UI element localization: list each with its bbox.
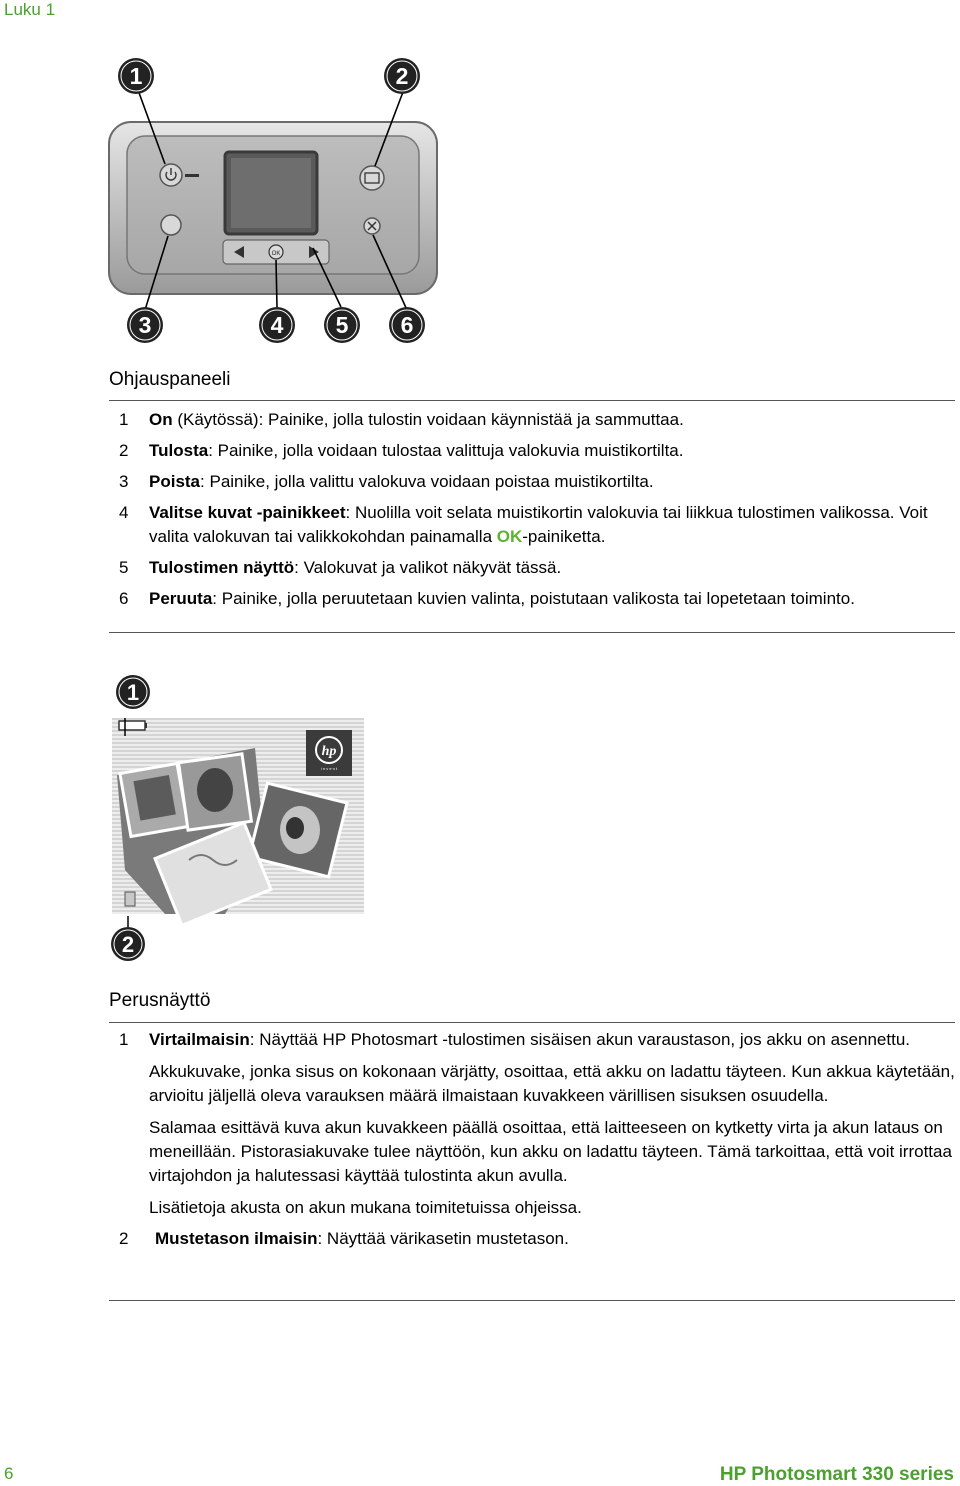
svg-text:3: 3 [138,312,152,338]
page-number: 6 [4,1464,14,1483]
battery-icon [119,721,145,730]
callout-1 [118,58,154,94]
table-bottom-rule [109,1300,955,1301]
table-bottom-rule [109,632,955,633]
section-title-control-panel: Ohjauspaneeli [109,369,231,390]
control-panel-table [109,408,955,618]
idle-screen-figure [105,670,370,970]
svg-text:6: 6 [400,312,414,338]
callout-2 [384,58,420,94]
footer-product-title: HP Photosmart 330 series [719,1464,954,1485]
print-button [360,166,384,190]
table-row: 6 Peruuta: Painike, jolla peruutetaan kuvien valinta, poistutaan valikosta tai lopetetaan toiminto. [119,589,855,608]
control-panel-figure [105,52,440,347]
svg-text:2: 2 [395,63,409,89]
svg-text:5: 5 [335,312,349,338]
chapter-header: Luku 1 [4,0,56,19]
svg-text:4: 4 [270,312,284,338]
idle-screen-table [109,1028,955,1258]
ink-level-icon [125,892,135,906]
ok-button-label: OK [271,251,281,257]
ok-label: OK [496,527,523,546]
callout-idle-1 [116,675,150,709]
svg-text:1: 1 [126,680,140,705]
svg-text:2: 2 [121,932,135,957]
table-row: 2 Tulosta: Painike, jolla voidaan tulostaa valittuja valokuvia muistikortilta. [119,441,684,460]
section-title-idle-screen: Perusnäyttö [109,990,211,1011]
callout-4 [259,307,295,343]
callout-idle-2 [111,927,145,961]
table-top-rule [109,400,955,401]
callout-5 [324,307,360,343]
svg-text:i n v e n t: i n v e n t [320,766,338,771]
svg-text:hp: hp [321,744,337,759]
table-row: 2 Mustetason ilmaisin: Näyttää värikasetin mustetason. [119,1229,569,1248]
callout-3 [127,307,163,343]
svg-text:1: 1 [129,63,143,89]
table-top-rule [109,1022,955,1023]
table-row: 1 On (Käytössä): Painike, jolla tulostin voidaan käynnistää ja sammuttaa. [119,410,684,429]
table-row: 5 Tulostimen näyttö: Valokuvat ja valikot näkyvät tässä. [119,558,562,577]
table-row: 4 Valitse kuvat -painikkeet: Nuolilla voit selata muistikortin valokuvia tai liikkua tulostimen valikossa. Voit valita valokuvan tai valikkokohdan painamalla OK-painiketta. [119,503,928,546]
callout-6 [389,307,425,343]
table-row: 3 Poista: Painike, jolla valittu valokuva voidaan poistaa muistikortilta. [119,472,654,491]
table-row: 1 Virtailmaisin: Näyttää HP Photosmart -tulostimen sisäisen akun varaustason, jos akku on asennettu. Akkukuvake, jonka sisus on kokonaan värjätty, osoittaa, että akku on ladattu täyteen. Kun akkua käytetään, arvioitu jäljellä oleva varauksen määrä ilmaistaan kuvakkeen värillisen sisuksen osuudella. Salamaa esittävä kuva akun kuvakkeen päällä osoittaa, että laitteeseen on kytketty virta ja akun lataus on meneillään. Pistorasiakuvake tulee näyttöön, kun akku on ladattu täyteen. Tämä tarkoittaa, että voit irrottaa virtajohdon ja halutessasi käyttää tulostinta akun avulla. Lisätietoja akusta on akun mukana toimitetuissa ohjeissa. [119,1030,955,1217]
delete-button [161,215,181,235]
